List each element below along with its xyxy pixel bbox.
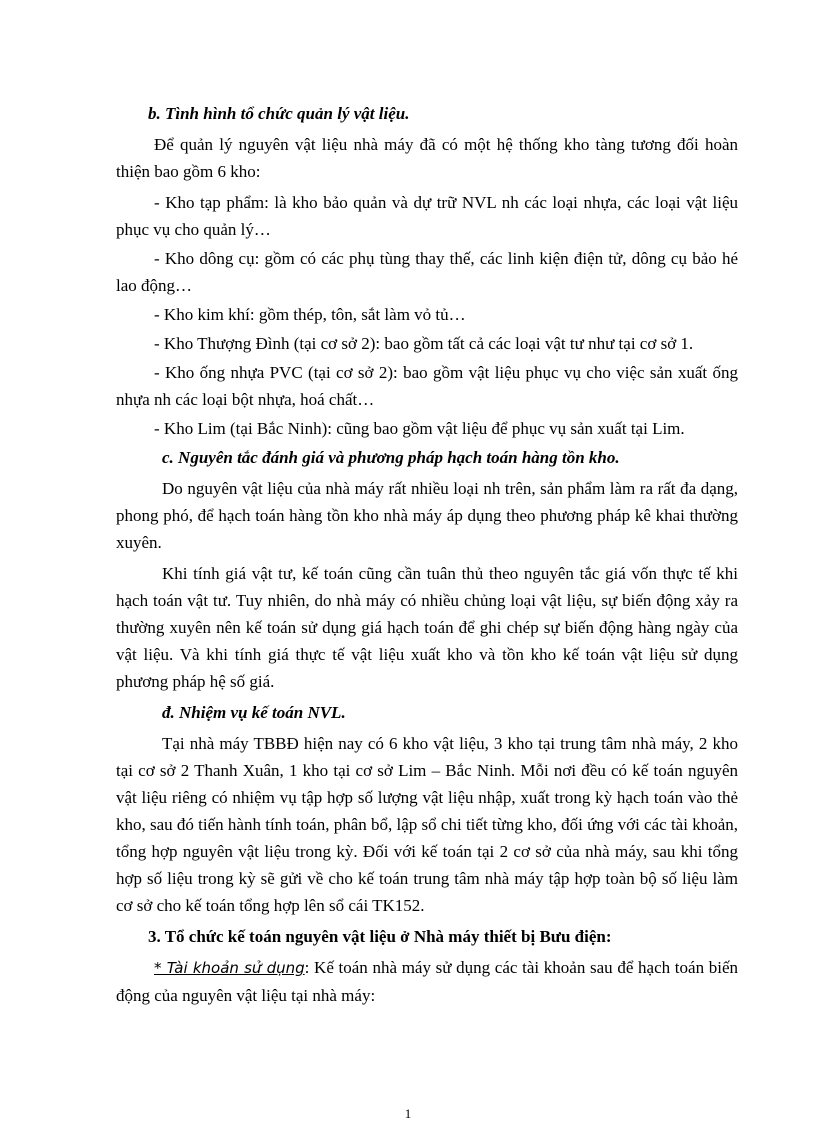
list-item-kho-lim: - Kho Lim (tại Bắc Ninh): cũng bao gồm vật liệu để phục vụ sản xuất tại Lim. (154, 419, 685, 438)
section-d-paragraph: Tại nhà máy TBBĐ hiện nay có 6 kho vật liệu, 3 kho tại trung tâm nhà máy, 2 kho tại cơ sở 2 Thanh Xuân, 1 kho tại cơ sở Lim – Bắc Ninh. Mỗi nơi đều có kế toán nguyên vật liệu riêng có nhiệm vụ tập hợp số lượng vật liệu nhập, xuất trong kỳ hạch toán vào thẻ kho, sau đó tiến hành tính toán, phân bổ, lập sổ chi tiết từng kho, đối ứng với các tài khoản, tổng hợp nguyên vật liệu trong kỳ. Đối với kế toán tại 2 cơ sở của nhà máy, sau khi tổng hợp số liệu trong kỳ sẽ gửi về cho kế toán trung tâm nhà máy tập hợp toàn bộ số liệu làm cơ sở cho kế toán tổng hợp lên sổ cái TK152. (116, 734, 738, 915)
page-number: 1 (404, 1106, 412, 1121)
section-b-heading: b. Tình hình tổ chức quản lý vật liệu. (148, 104, 410, 123)
section-3-heading: 3. Tổ chức kế toán nguyên vật liệu ở Nhà máy thiết bị Bưu điện: (148, 927, 612, 946)
list-item-dong-cu: - Kho dông cụ: gồm có các phụ tùng thay thế, các linh kiện điện tử, dông cụ bảo hé lao động… (116, 249, 738, 295)
account-label: * Tài khoản sử dụng (154, 959, 305, 977)
section-b-intro: Để quản lý nguyên vật liệu nhà máy đã có một hệ thống kho tàng tương đối hoàn thiện bao gồm 6 kho: (116, 135, 738, 181)
list-item-kim-khi: - Kho kim khí: gồm thép, tôn, sắt làm vỏ tủ… (154, 305, 466, 324)
section-3-paragraph (116, 954, 738, 1009)
account-text: : Kế toán nhà máy sử dụng các tài khoản sau để hạch toán biến động của nguyên vật liệu tại nhà máy: (116, 958, 739, 1005)
list-item-tap-pham: - Kho tạp phẩm: là kho bảo quản và dự trữ NVL nh các loại nhựa, các loại vật liệu phục vụ cho quản lý… (116, 193, 738, 239)
list-item-ong-nhua: - Kho ống nhựa PVC (tại cơ sở 2): bao gồm vật liệu phục vụ cho việc sản xuất ống nhựa nh các loại bột nhựa, hoá chất… (116, 363, 738, 409)
section-c-paragraph-2: Khi tính giá vật tư, kế toán cũng cần tuân thủ theo nguyên tắc giá vốn thực tế khi hạch toán vật tư. Tuy nhiên, do nhà máy có nhiều chủng loại vật liệu, sự biến động xảy ra thường xuyên nên kế toán sử dụng giá hạch toán để ghi chép sự biến động hàng ngày của vật liệu. Và khi tính giá thực tế vật liệu xuất kho và tồn kho kế toán vật liệu sử dụng phương pháp hệ số giá. (116, 564, 738, 691)
list-item-thuong-dinh: - Kho Thượng Đình (tại cơ sở 2): bao gồm tất cả các loại vật tư như tại cơ sở 1. (154, 334, 694, 353)
section-c-heading: c. Nguyên tắc đánh giá và phương pháp hạch toán hàng tồn kho. (162, 448, 620, 467)
section-d-heading: đ. Nhiệm vụ kế toán NVL. (162, 703, 346, 722)
section-c-paragraph-1: Do nguyên vật liệu của nhà máy rất nhiều loại nh trên, sản phẩm làm ra rất đa dạng, phong phó, để hạch toán hàng tồn kho nhà máy áp dụng theo phương pháp kê khai thường xuyên. (116, 479, 738, 552)
